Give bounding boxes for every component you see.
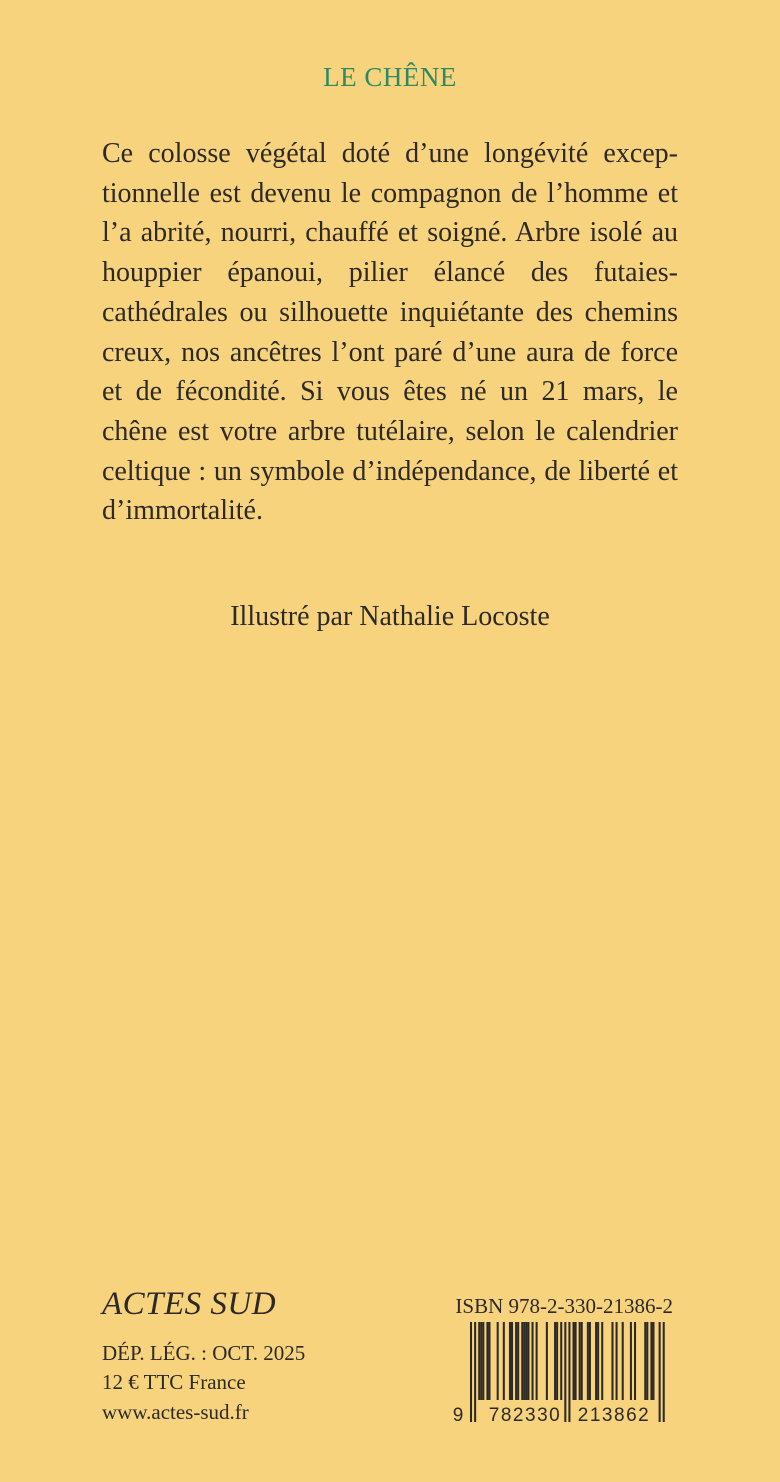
barcode-lead-digit: 9 (452, 1405, 464, 1426)
publisher-logo: ACTES SUD (102, 1286, 277, 1322)
barcode-bar (634, 1322, 636, 1400)
barcode-bar (503, 1322, 505, 1400)
barcode-bar (521, 1322, 523, 1400)
barcode-bar (536, 1322, 538, 1400)
barcode-right-digits: 213862 (577, 1405, 651, 1426)
barcode-bar (480, 1322, 482, 1400)
barcode-bar (554, 1322, 556, 1400)
barcode-bar (652, 1322, 654, 1400)
barcode-bar (488, 1322, 490, 1400)
barcode-bar (646, 1322, 648, 1400)
barcode-bar (474, 1322, 476, 1422)
barcode-bar (616, 1322, 618, 1400)
barcode-bar (601, 1322, 603, 1400)
barcode-bar (564, 1322, 566, 1422)
barcode-bar (587, 1322, 589, 1400)
illustrator-credit: Illustré par Nathalie Locoste (230, 601, 550, 632)
barcode-bar (497, 1322, 499, 1400)
isbn: ISBN 978-2-330-21386-2 (455, 1294, 673, 1318)
barcode-bar (611, 1322, 613, 1400)
barcode-bar (644, 1322, 646, 1400)
barcode-bar (478, 1322, 480, 1400)
barcode-bar (523, 1322, 525, 1400)
book-description: Ce colosse végétal doté d’une longévité exceptionnelle est devenu le compagnon de l’homme et l’a abrité, nourri, chauffé et soigné. Arbre isolé au houppier épanoui, pilier élancé des futaies-cathédrales ou silhouette inquiétante des chemins creux, nos ancêtres l’ont paré d’une aura de force et de fécondité. Si vous êtes né un 21 mars, le chêne est votre arbre tutélaire, selon le calendrier celtique : un symbole d’indépendance, de liberté et d’immortalité. (102, 138, 678, 527)
barcode-bar (515, 1322, 517, 1400)
book-title: LE CHÊNE (323, 62, 457, 92)
barcode-bar (525, 1322, 527, 1400)
barcode-bar (595, 1322, 597, 1400)
barcode-bar (568, 1322, 570, 1422)
barcode-bar (579, 1322, 581, 1400)
barcode-left-digits: 782330 (488, 1405, 562, 1426)
barcode-bar (511, 1322, 513, 1400)
barcode-bar (556, 1322, 558, 1400)
barcode-bar (486, 1322, 488, 1400)
publisher-website: www.actes-sud.fr (102, 1400, 249, 1424)
barcode-bar (589, 1322, 591, 1400)
barcode-bar (575, 1322, 577, 1400)
barcode-bar (509, 1322, 511, 1400)
barcode-bar (659, 1322, 661, 1422)
barcode-bar (630, 1322, 632, 1400)
barcode-bar (573, 1322, 575, 1400)
barcode-bar (622, 1322, 624, 1400)
barcode-bar (581, 1322, 583, 1400)
legal-deposit: DÉP. LÉG. : OCT. 2025 (102, 1341, 306, 1365)
barcode-bar (517, 1322, 519, 1400)
barcode-bar (650, 1322, 652, 1400)
barcode-bar (597, 1322, 599, 1400)
barcode-bar (663, 1322, 665, 1422)
barcode-bar (482, 1322, 484, 1400)
barcode-bar (546, 1322, 548, 1400)
price: 12 € TTC France (102, 1370, 246, 1394)
barcode-bar (560, 1322, 562, 1400)
barcode-bar (470, 1322, 472, 1422)
barcode-bar (532, 1322, 534, 1400)
barcode-bar (527, 1322, 529, 1400)
isbn-barcode (448, 1322, 673, 1426)
